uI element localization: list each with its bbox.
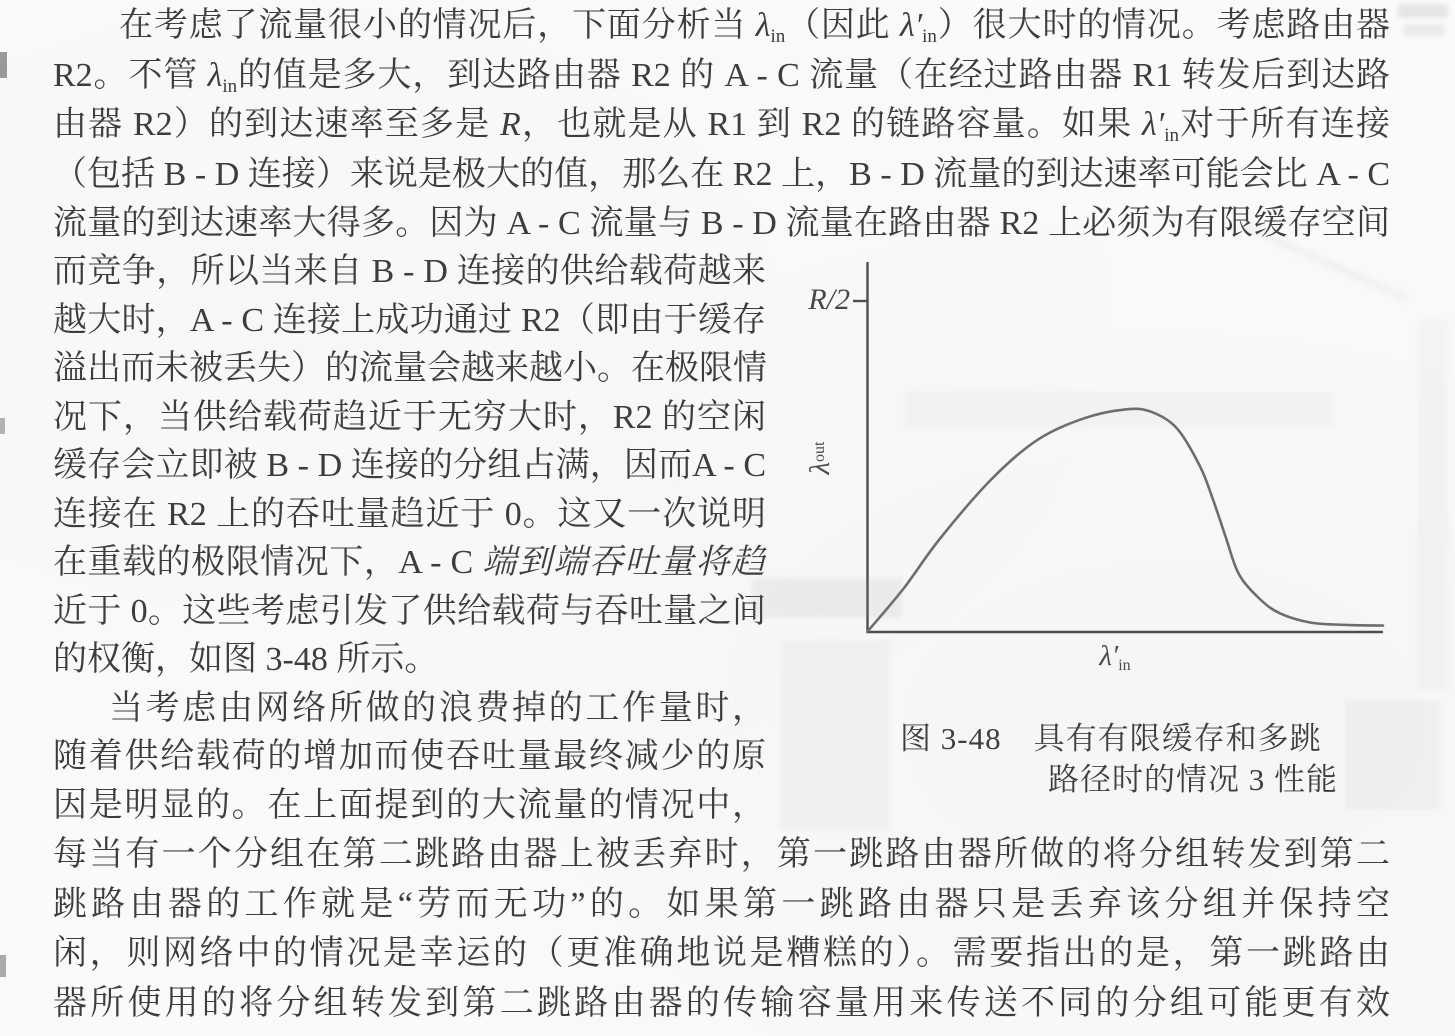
text-line: 溢出而未被丢失）的流量会越来越小。在极限情 xyxy=(53,350,767,387)
text-line: 随着供给载荷的增加而使吞吐量最终减少的原 xyxy=(53,738,766,775)
lambda-out-symbol: λ xyxy=(803,461,836,475)
figure-caption xyxy=(900,718,1338,800)
lambda-in-subscript: in xyxy=(1118,657,1131,674)
text-line: 而竞争，所以当来自 B - D 连接的供给载荷越来 xyxy=(53,253,766,290)
text-line: 在考虑了流量很小的情况后，下面分析当 $\lambda_{in}$（因此 $\lambda'_{in}$）很大时的情况。考虑路由器 xyxy=(119,7,1391,47)
text-line: 器所使用的将分组转发到第二跳路由器的传输容量用来传送不同的分组可能更有效 xyxy=(53,984,1390,1022)
text-line: 缓存会立即被 B - D 连接的分组占满，因而A - C xyxy=(53,447,766,484)
text-line: 因是明显的。在上面提到的大流量的情况中， xyxy=(53,786,766,824)
text-line: 闲，则网络中的情况是幸运的（更准确地说是糟糕的）。需要指出的是，第一跳路由 xyxy=(53,935,1390,973)
text-line: 连接在 R2 上的吞吐量趋近于 0。这又一次说明 xyxy=(53,495,766,533)
y-tick-label-r2: R/2 xyxy=(808,283,850,316)
text-line: 每当有一个分组在第二跳路由器上被丢弃时，第一跳路由器所做的将分组转发到第二 xyxy=(53,836,1390,873)
x-axis-label xyxy=(1073,640,1157,673)
text-line: 近于 0。这些考虑引发了供给载荷与吞吐量之间 xyxy=(53,592,766,630)
text-line: 由器 R2）的到达速率至多是 R，也就是从 R1 到 R2 的链路容量。如果 $\lambda'_{in}$对于所有连接 xyxy=(53,106,1390,147)
text-line: 况下，当供给载荷趋近于无穷大时，R2 的空闲 xyxy=(53,398,766,436)
text-line: 的权衡，如图 3-48 所示。 xyxy=(53,641,439,678)
text-line: 当考虑由网络所做的浪费掉的工作量时， xyxy=(109,689,766,727)
text-line: 在重载的极限情况下，A - C 端到端吞吐量将趋 xyxy=(53,544,767,581)
throughput-curve xyxy=(868,409,1384,632)
text-line: 跳路由器的工作就是“劳而无功”的。如果第一跳路由器只是丢弃该分组并保持空 xyxy=(53,885,1390,923)
figure-caption-line2: 路径时的情况 3 性能 xyxy=(1048,762,1338,797)
text-line: 越大时，A - C 连接上成功通过 R2（即由于缓存 xyxy=(53,301,766,339)
lambda-in-prime-symbol: λ′ xyxy=(1099,640,1119,672)
figure-caption-line1: 图 3-48 具有有限缓存和多跳 xyxy=(900,721,1322,756)
text-line: R2。不管 $\lambda_{in}$的值是多大，到达路由器 R2 的 A - C 流量（在经过路由器 R1 转发后到达路 xyxy=(53,56,1390,97)
y-axis-label: λ out xyxy=(803,441,836,475)
text-line: （包括 B - D 连接）来说是极大的值，那么在 R2 上，B - D 流量的到达速率可能会比 A - C xyxy=(53,155,1390,193)
text-line: 流量的到达速率大得多。因为 A - C 流量与 B - D 流量在路由器 R2 上必须为有限缓存空间 xyxy=(53,205,1390,243)
